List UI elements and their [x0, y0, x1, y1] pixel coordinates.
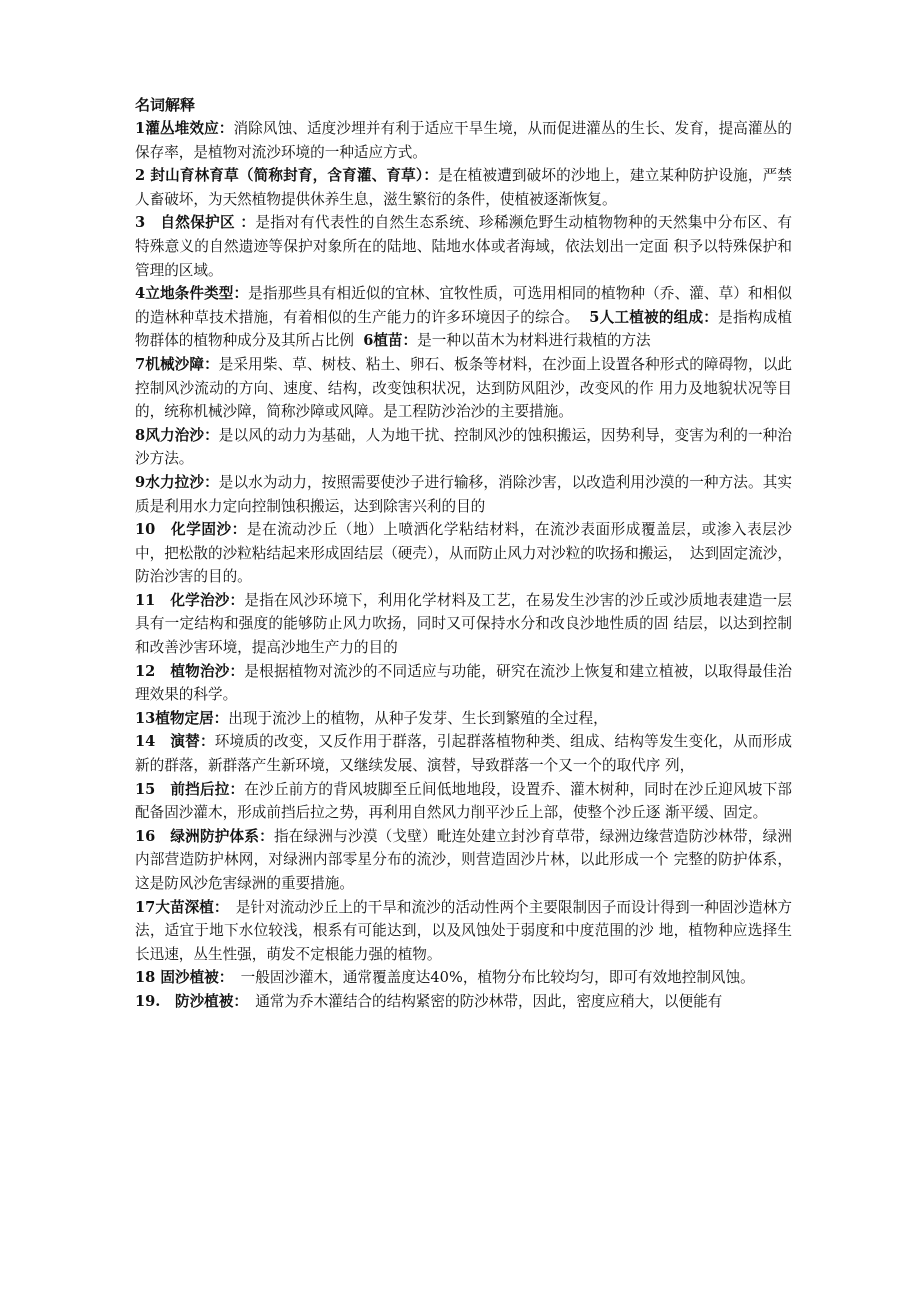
entry-8	[135, 424, 792, 471]
document-title: 名词解释	[135, 96, 196, 114]
entry-term: 18 固沙植被：	[135, 969, 227, 987]
entry-definition: 是指对有代表性的自然生态系统、珍稀濒危野生动植物物种的天然集中分布区、有特殊意义的自然遗迹等保护对象所在的陆地、陆地水体或者海域，依法划出一定面 积予以特殊保护和管理的区域。	[135, 214, 792, 279]
entry-14	[135, 730, 792, 777]
entry-term: 13植物定居：	[135, 709, 229, 727]
entry-term: 8风力治沙：	[135, 426, 219, 444]
entry-definition: 在沙丘前方的背风坡脚至丘间低地地段，设置乔、灌木树种，同时在沙丘迎风坡下部配备固沙灌木，形成前挡后拉之势，再利用自然风力削平沙丘上部，使整个沙丘逐 渐平缓、固定。	[135, 780, 792, 822]
entry-term: 17大苗深植：	[135, 898, 222, 916]
entry-term: 19. 防沙植被：	[135, 992, 241, 1010]
entry-19	[135, 990, 792, 1014]
entry-definition: 是指那些具有相近似的宜林、宜牧性质，可选用相同的植物种（乔、灌、草）和相似的造林种草技术措施，有着相似的生产能力的许多环境因子的综合。	[135, 285, 792, 326]
entry-definition: 是在植被遭到破坏的沙地上，建立某种防护设施，严禁人畜破坏，为天然植物提供休养生息，滋生繁衍的条件，使植被逐渐恢复。	[135, 167, 792, 208]
entry-4-5-6	[135, 282, 792, 353]
entry-16	[135, 825, 792, 896]
entry-term: 9水力拉沙：	[135, 473, 219, 491]
entry-definition: 通常为乔木灌结合的结构紧密的防沙林带，因此，密度应稍大，以便能有	[240, 992, 723, 1010]
entry-term: 7机械沙障：	[135, 355, 219, 373]
entry-definition: 是指构成植物群体的植物种成分及其所占比例	[135, 308, 792, 350]
entry-definition: 是以风的动力为基础，人为地干扰、控制风沙的蚀积搬运，因势利导，变害为利的一种治沙方法。	[135, 426, 792, 468]
entry-term: 6植苗：	[363, 332, 418, 350]
entry-term: 2 封山育林育草（简称封育，含育灌、育草）：	[135, 167, 439, 185]
entry-term: 14 演替：	[135, 733, 215, 751]
entry-1	[135, 117, 792, 164]
entry-definition: 一般固沙灌木，通常覆盖度达40%，植物分布比较均匀，即可有效地控制风蚀。	[226, 969, 755, 987]
entry-definition: 是在流动沙丘（地）上喷洒化学粘结材料，在流沙表面形成覆盖层，或渗入表层沙中，把松散的沙粒粘结起来形成固结层（硬壳），从而防止风力对沙粒的吹扬和搬运， 达到固定流沙，防治沙害的目的。	[135, 521, 792, 586]
entry-term: 15 前挡后拉：	[135, 780, 245, 798]
entry-definition: 是采用柴、草、树枝、粘土、卵石、板条等材料，在沙面上设置各种形式的障碍物，以此控制风沙流动的方向、速度、结构，改变蚀积状况，达到防风阻沙，改变风的作 用力及地貌状况等目的，统称机械沙障，简称沙障或风障。是工程防沙治沙的主要措施。	[135, 355, 792, 421]
entry-definition: 消除风蚀、适度沙埋并有利于适应干旱生境，从而促进灌丛的生长、发育，提高灌丛的保存率，是植物对流沙环境的一种适应方式。	[135, 120, 792, 161]
entry-definition: 是根据植物对流沙的不同适应与功能，研究在流沙上恢复和建立植被，以取得最佳治理效果的科学。	[135, 662, 792, 704]
entry-definition: 是一种以苗木为材料进行栽植的方法	[417, 332, 651, 350]
entry-term: 4立地条件类型：	[135, 285, 249, 303]
entry-2	[135, 164, 792, 211]
entry-13	[135, 707, 792, 731]
entry-9	[135, 471, 792, 518]
entry-15	[135, 778, 792, 825]
entry-12	[135, 660, 792, 707]
entry-term: 10 化学固沙：	[135, 521, 247, 539]
entry-10	[135, 518, 792, 589]
entry-11	[135, 589, 792, 660]
entry-3	[135, 211, 792, 282]
entry-definition: 是以水为动力，按照需要使沙子进行输移，消除沙害，以改造利用沙漠的一种方法。其实质是利用水力定向控制蚀积搬运，达到除害兴利的目的	[135, 473, 792, 515]
entry-term: 1灌丛堆效应：	[135, 120, 234, 137]
entry-term: 3 自然保护区 ：	[135, 214, 256, 232]
entry-definition: 出现于流沙上的植物，从种子发芽、生长到繁殖的全过程，	[228, 709, 608, 727]
document-page	[135, 94, 792, 1294]
entry-17	[135, 896, 792, 967]
entry-18	[135, 966, 792, 990]
entry-term: 5人工植被的组成：	[589, 308, 719, 326]
entry-term: 16 绿洲防护体系：	[135, 827, 274, 845]
entry-definition: 环境质的改变，又反作用于群落，引起群落植物种类、组成、结构等发生变化，从而形成新的群落，新群落产生新环境，又继续发展、演替，导致群落一个又一个的取代序 列，	[135, 733, 792, 775]
entry-definition: 是针对流动沙丘上的干旱和流沙的活动性两个主要限制因子而设计得到一种固沙造林方法，适宜于地下水位较浅，根系有可能达到，以及风蚀处于弱度和中度范围的沙 地，植物种应选择生长迅速，丛生性强，萌发不定根能力强的植物。	[135, 898, 792, 963]
entry-definition: 指在绿洲与沙漠（戈壁）毗连处建立封沙育草带，绿洲边缘营造防沙林带，绿洲内部营造防护林网，对绿洲内部零星分布的流沙，则营造固沙片林，以此形成一个 完整的防护体系，这是防风沙危害绿洲的重要措施。	[135, 827, 792, 892]
entry-term: 11 化学治沙：	[135, 591, 245, 609]
entry-term: 12 植物治沙：	[135, 662, 245, 680]
entry-definition: 是指在风沙环境下，利用化学材料及工艺，在易发生沙害的沙丘或沙质地表建造一层具有一定结构和强度的能够防止风力吹扬，同时又可保持水分和改良沙地性质的固 结层，以达到控制和改善沙害环境，提高沙地生产力的目的	[135, 591, 792, 657]
entry-7	[135, 353, 792, 424]
